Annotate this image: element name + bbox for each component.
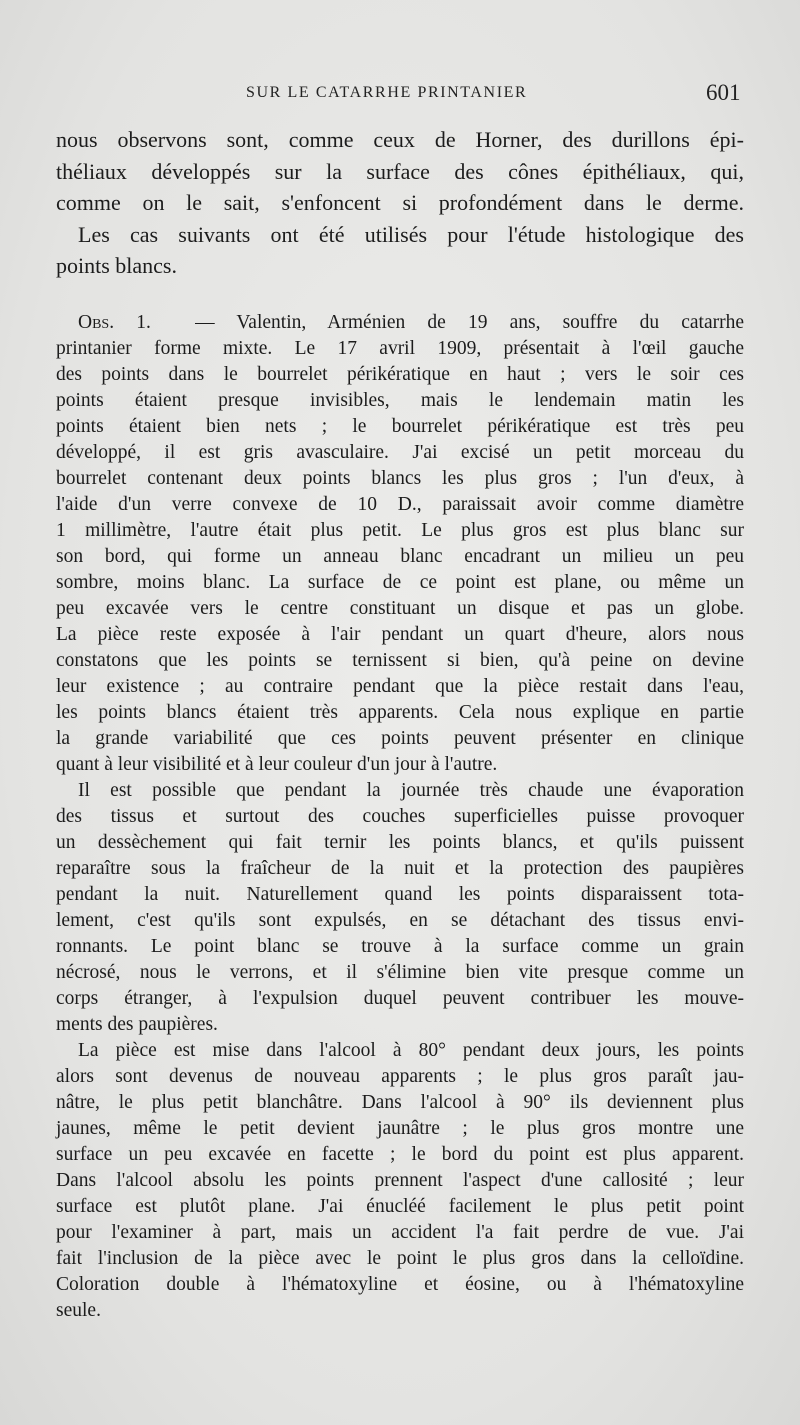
alcohol-paragraph [56, 1038, 744, 1324]
text-line: seule. [56, 1299, 101, 1321]
text-line: ments des paupières. [56, 1013, 218, 1035]
text-line: surface un peu excavée en facette ; le bord du point est plus apparent. [56, 1143, 744, 1165]
text-line: pendant la nuit. Naturellement quand les points disparaissent tota- [56, 883, 744, 905]
text-line: points étaient presque invisibles, mais le lendemain matin les [56, 389, 744, 411]
text-line: nécrosé, nous le verrons, et il s'élimine bien vite presque comme un [56, 961, 744, 983]
observation-label: Obs. 1. [78, 311, 151, 333]
text-line: Il est possible que pendant la journée très chaude une évaporation [78, 779, 744, 801]
text-line: Les cas suivants ont été utilisés pour l'étude histologique des [78, 221, 744, 247]
text-line: La pièce reste exposée à l'air pendant un quart d'heure, alors nous [56, 623, 744, 645]
running-header [0, 80, 800, 108]
text-line: peu excavée vers le centre constituant un disque et pas un globe. [56, 597, 744, 619]
text-line: alors sont devenus de nouveau apparents ; le plus gros paraît jau- [56, 1065, 744, 1087]
text-line: La pièce est mise dans l'alcool à 80° pendant deux jours, les points [78, 1039, 744, 1061]
text-line: sombre, moins blanc. La surface de ce point est plane, ou même un [56, 571, 744, 593]
text-line: bourrelet contenant deux points blancs les plus gros ; l'un d'eux, à [56, 467, 744, 489]
text-line: reparaître sous la fraîcheur de la nuit et la protection des paupières [56, 857, 744, 879]
text-line: des points dans le bourrelet périkératique en haut ; vers le soir ces [56, 363, 744, 385]
paragraph-gap [56, 282, 744, 310]
text-line: comme on le sait, s'enfoncent si profondément dans le derme. [56, 190, 744, 215]
text-line: nâtre, le plus petit blanchâtre. Dans l'alcool à 90° ils deviennent plus [56, 1091, 744, 1113]
evaporation-paragraph [56, 778, 744, 1038]
text-line: leur existence ; au contraire pendant que la pièce restait dans l'eau, [56, 675, 744, 697]
body-text [56, 124, 744, 1324]
text-line: jaunes, même le petit devient jaunâtre ; le plus gros montre une [56, 1117, 744, 1139]
text-line: ronnants. Le point blanc se trouve à la surface comme un grain [56, 935, 744, 957]
text-line: points étaient bien nets ; le bourrelet périkératique est très peu [56, 415, 744, 437]
text-line: constatons que les points se ternissent si bien, qu'à peine on devine [56, 649, 744, 671]
text-line: points blancs. [56, 253, 177, 278]
intro-paragraph [56, 124, 744, 282]
text-line: des tissus et surtout des couches superficielles puisse provoquer [56, 805, 744, 827]
text-line: nous observons sont, comme ceux de Horner, des durillons épi- [56, 127, 744, 152]
text-line: quant à leur visibilité et à leur couleur d'un jour à l'autre. [56, 753, 498, 775]
text-line: la grande variabilité que ces points peuvent présenter en clinique [56, 727, 744, 749]
text-line: lement, c'est qu'ils sont expulsés, en se détachant des tissus envi- [56, 909, 744, 931]
running-title: SUR LE CATARRHE PRINTANIER [246, 84, 528, 101]
text-line: un dessèchement qui fait ternir les points blancs, et qu'ils puissent [56, 831, 744, 853]
observation-1-paragraph [56, 310, 744, 778]
text-line: pour l'examiner à part, mais un accident l'a fait perdre de vue. J'ai [56, 1221, 744, 1243]
text-line: les points blancs étaient très apparents. Cela nous explique en partie [56, 701, 744, 723]
text-line: corps étranger, à l'expulsion duquel peuvent contribuer les mouve- [56, 987, 744, 1009]
text-line: printanier forme mixte. Le 17 avril 1909, présentait à l'œil gauche [56, 337, 744, 359]
text-line: 1 millimètre, l'autre était plus petit. Le plus gros est plus blanc sur [56, 519, 744, 541]
text-line: l'aide d'un verre convexe de 10 D., paraissait avoir comme diamètre [56, 493, 744, 515]
text-line: développé, il est gris avasculaire. J'ai excisé un petit morceau du [56, 441, 744, 463]
text-line: Dans l'alcool absolu les points prennent l'aspect d'une callosité ; leur [56, 1169, 744, 1191]
text-line: son bord, qui forme un anneau blanc encadrant un milieu un peu [56, 545, 744, 567]
text-line: fait l'inclusion de la pièce avec le point le plus gros dans la celloïdine. [56, 1247, 744, 1269]
text-line: surface est plutôt plane. J'ai énucléé facilement le plus petit point [56, 1195, 744, 1217]
text-line: théliaux développés sur la surface des cônes épithéliaux, qui, [56, 158, 744, 184]
text-line: Coloration double à l'hématoxyline et éosine, ou à l'hématoxyline [56, 1273, 744, 1295]
page-number: 601 [706, 80, 741, 105]
text-line [56, 310, 744, 336]
observation-first-line: — Valentin, Arménien de 19 ans, souffre du catarrhe [195, 311, 744, 333]
